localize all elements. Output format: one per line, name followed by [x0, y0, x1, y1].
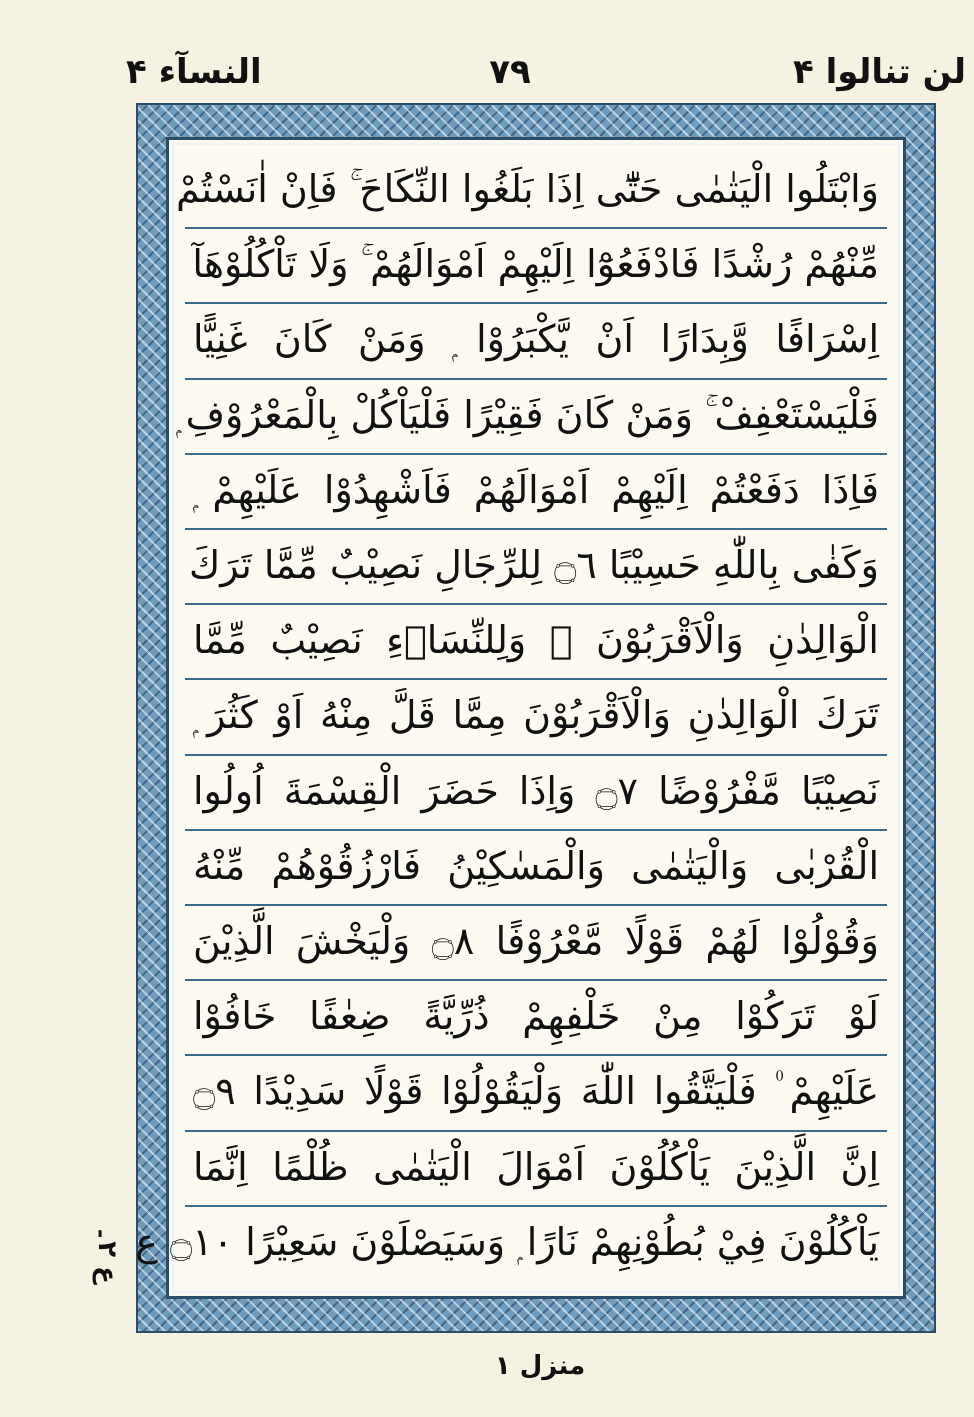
verse-line: اِسْرَافًا وَّبِدَارًا اَنْ يَّكْبَرُوْا ۭ وَمَنْ كَانَ غَنِيًّا [185, 304, 887, 379]
verse-line: فَلْيَسْتَعْفِفْ ۚ وَمَنْ كَانَ فَقِيْرًا فَلْيَاْكُلْ بِالْمَعْرُوْفِ ۭ [185, 380, 887, 455]
verse-line: الْوَالِدٰنِ وَالْاَقْرَبُوْنَ ۠ وَلِلنِّسَاۗءِ نَصِيْبٌ مِّمَّا [185, 605, 887, 680]
verse-line: وَابْتَلُوا الْيَتٰمٰى حَتّٰٓى اِذَا بَلَغُوا النِّكَاحَ ۚ فَاِنْ اٰنَسْتُمْ [185, 154, 887, 229]
verse-line: نَصِيْبًا مَّفْرُوْضًا ۝٧ وَاِذَا حَضَرَ الْقِسْمَةَ اُولُوا [185, 756, 887, 831]
verse-line: اِنَّ الَّذِيْنَ يَاْكُلُوْنَ اَمْوَالَ الْيَتٰمٰى ظُلْمًا اِنَّمَا [185, 1132, 887, 1207]
verse-line: وَقُوْلُوْا لَهُمْ قَوْلًا مَّعْرُوْفًا ۝٨ وَلْيَخْشَ الَّذِيْنَ [185, 906, 887, 981]
verse-line: وَكَفٰى بِاللّٰهِ حَسِيْبًا ۝٦ لِلرِّجَالِ نَصِيْبٌ مِّمَّا تَرَكَ [185, 530, 887, 605]
juz-name: لن تنالوا ۴ [793, 52, 966, 92]
verse-line: يَاْكُلُوْنَ فِيْ بُطُوْنِهِمْ نَارًا ۭ وَسَيَصْلَوْنَ سَعِيْرًا ۝١٠ ع [135, 1219, 879, 1264]
ruku-marker: ع ۲۔ [92, 1226, 122, 1284]
surah-name: النسآء ۴ [126, 52, 262, 92]
verse-line: فَاِذَا دَفَعْتُمْ اِلَيْهِمْ اَمْوَالَهُمْ فَاَشْهِدُوْا عَلَيْهِمْ ۭ [185, 455, 887, 530]
verse-line: تَرَكَ الْوَالِدٰنِ وَالْاَقْرَبُوْنَ مِمَّا قَلَّ مِنْهُ اَوْ كَثُرَ ۭ [185, 680, 887, 755]
verse-line: مِّنْهُمْ رُشْدًا فَادْفَعُوْٓا اِلَيْهِمْ اَمْوَالَهُمْ ۚ وَلَا تَاْكُلُوْهَآ [185, 229, 887, 304]
manzil-label: منزل ۱ [494, 1351, 586, 1381]
verse-line: الْقُرْبٰى وَالْيَتٰمٰى وَالْمَسٰكِيْنُ فَارْزُقُوْهُمْ مِّنْهُ [185, 831, 887, 906]
text-panel [135, 137, 906, 1299]
ornamental-border [136, 103, 936, 1333]
page-number: ۷۹ [489, 52, 531, 92]
verse-line: عَلَيْهِمْ ۠ فَلْيَتَّقُوا اللّٰهَ وَلْيَقُوْلُوْا قَوْلًا سَدِيْدًا ۝٩ [185, 1056, 887, 1131]
verse-lines [135, 154, 887, 1282]
verse-line: لَوْ تَرَكُوْا مِنْ خَلْفِهِمْ ذُرِّيَّةً ضِعٰفًا خَافُوْا [185, 981, 887, 1056]
